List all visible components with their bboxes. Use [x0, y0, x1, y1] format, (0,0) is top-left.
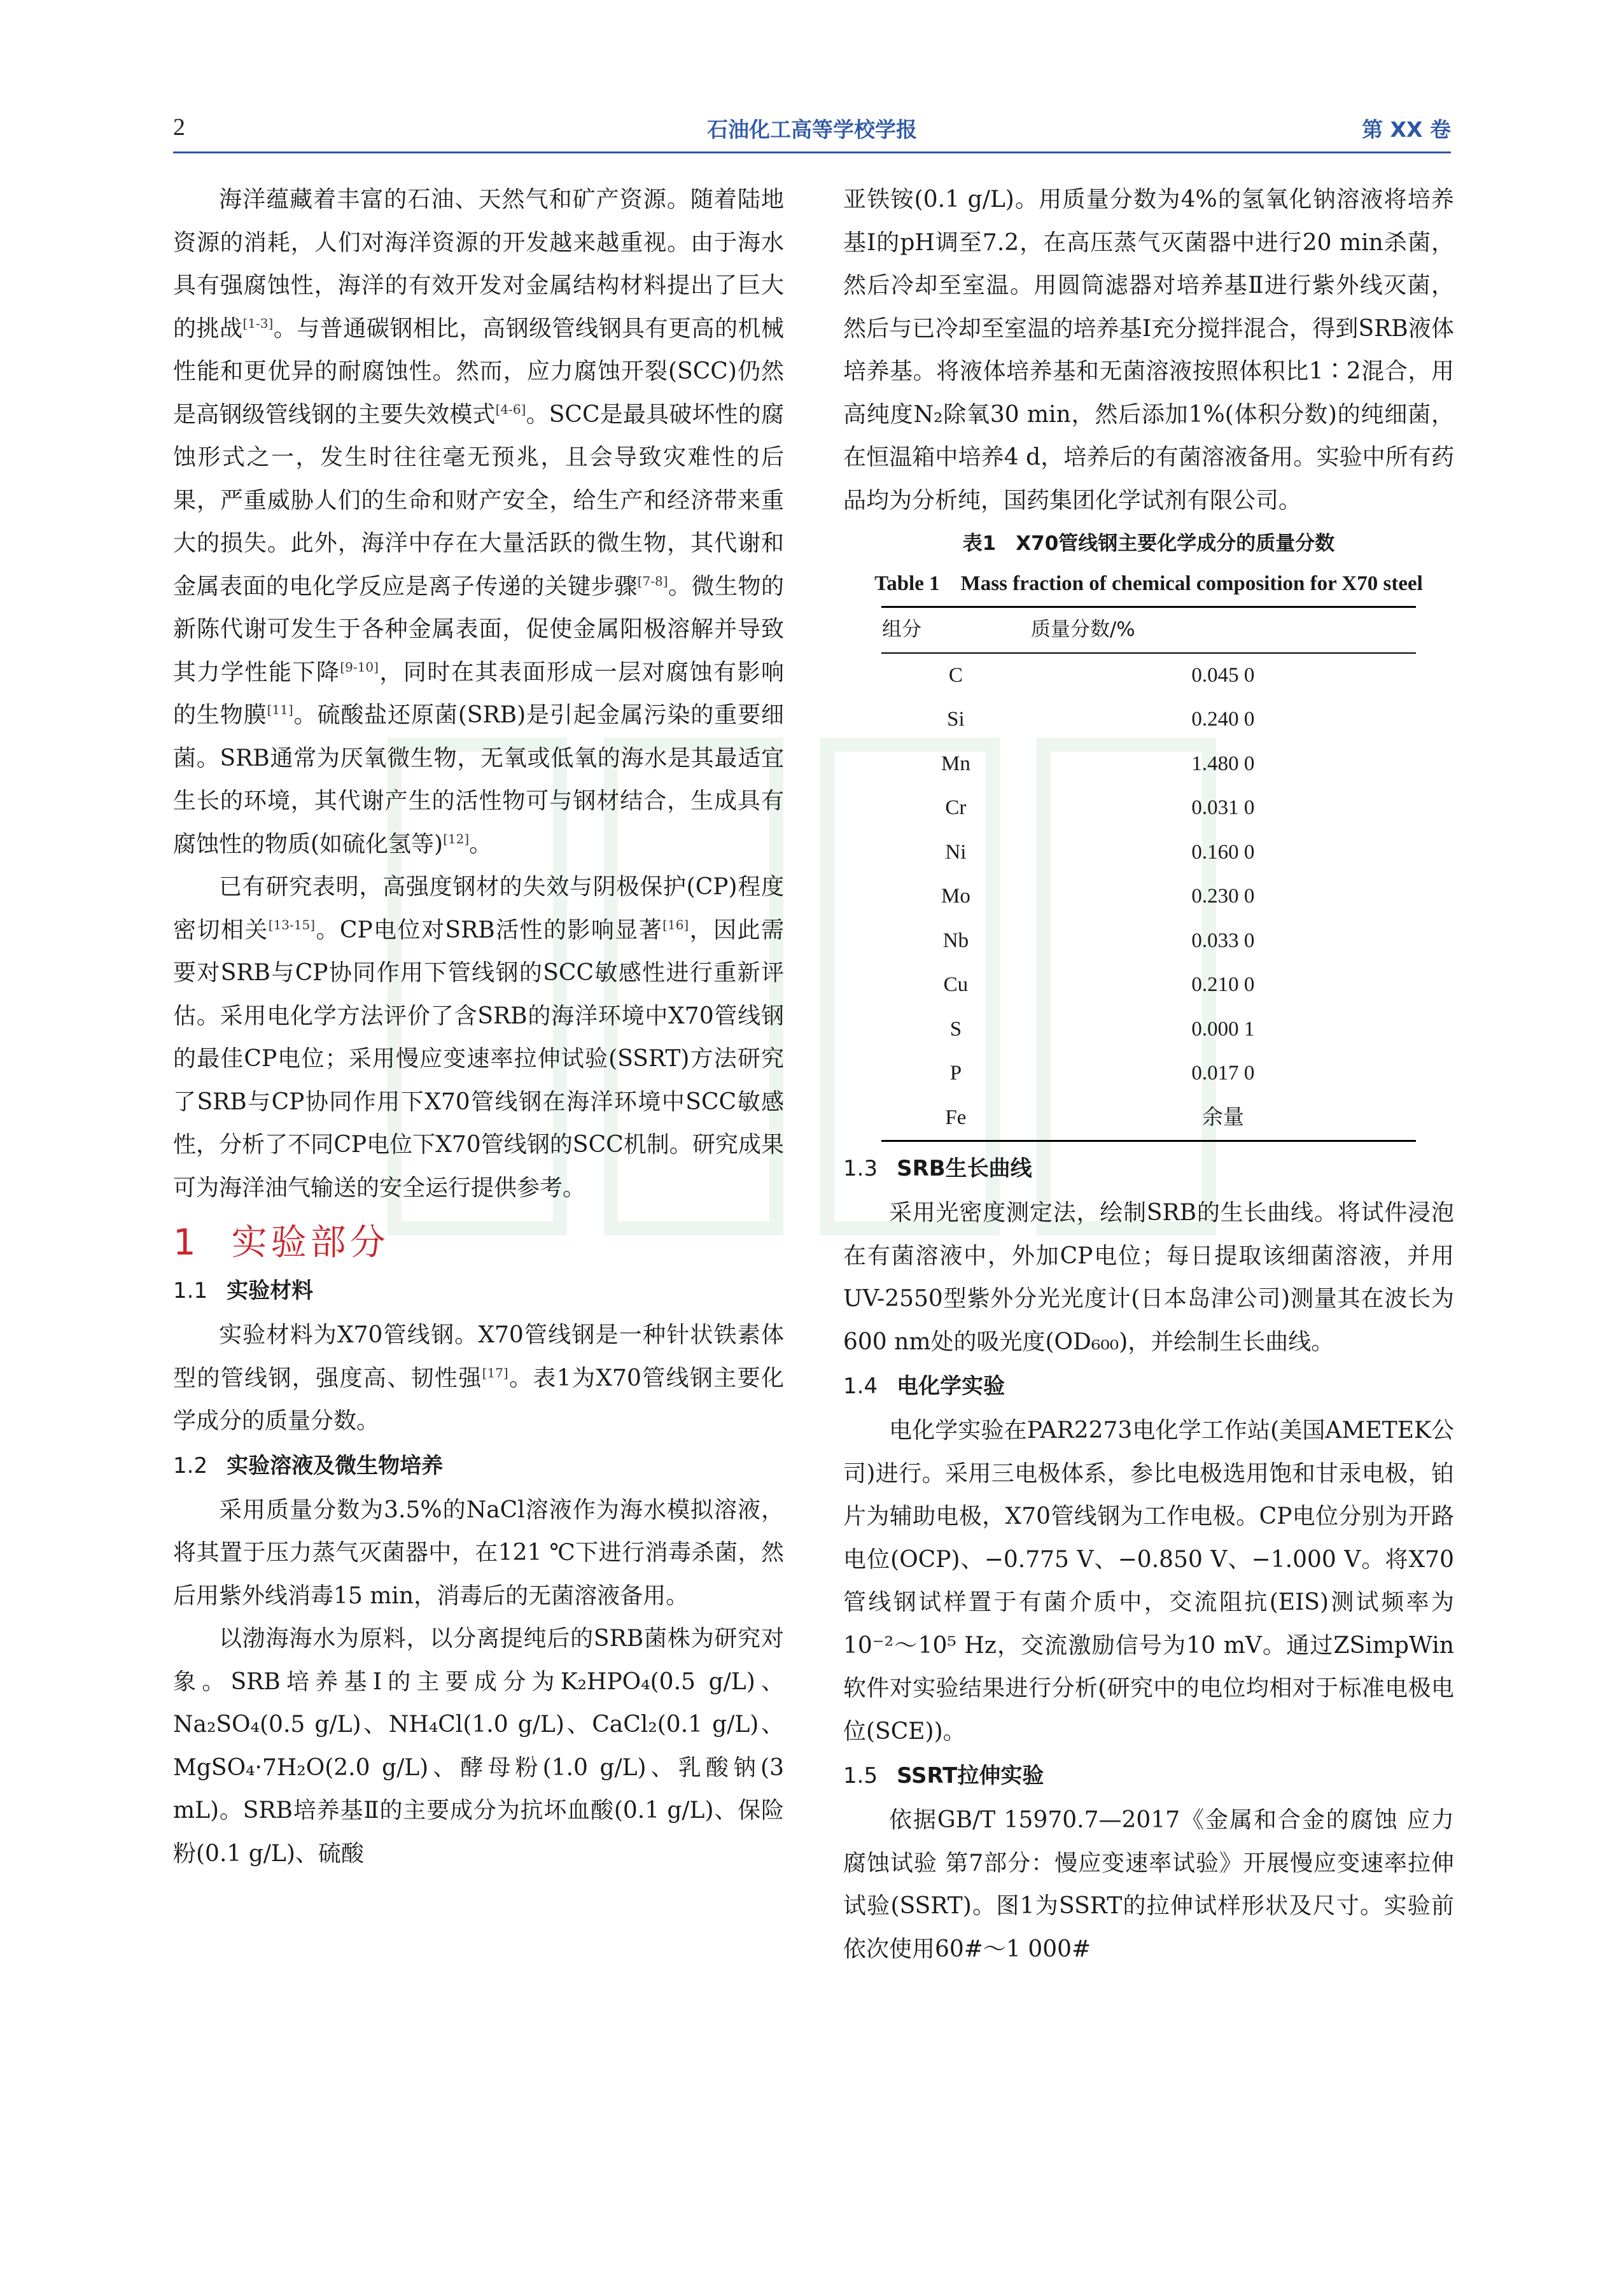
journal-title: 石油化工高等学校学报: [707, 117, 917, 142]
page-number: 2: [173, 114, 185, 141]
cell-value: 0.045 0: [1191, 663, 1255, 687]
table-row: [881, 1051, 1416, 1096]
section-1-5-heading: 1.5 SSRT拉伸实验: [843, 1763, 1044, 1789]
table-header-mass-fraction: 质量分数/%: [1030, 607, 1416, 653]
table-row: [881, 963, 1416, 1008]
cell-element: Si: [947, 708, 965, 731]
cell-element: Ni: [945, 840, 967, 864]
table-row: [881, 653, 1416, 698]
cell-value: 0.230 0: [1191, 885, 1255, 908]
cell-element: S: [949, 1017, 962, 1041]
table-1: [881, 606, 1416, 1142]
cell-value: 余量: [1030, 1096, 1416, 1141]
section-1-5-text: 依据GB/T 15970.7—2017《金属和合金的腐蚀 应力腐蚀试验 第7部分：慢应变速率试验》开展慢应变速率拉伸试验(SSRT)。图1为SSRT的拉伸试样形状及尺寸。实验前依次使用60#～1 000#: [843, 1807, 1454, 1962]
table-1-caption-cn: 表1 X70管线钢主要化学成分的质量分数: [962, 532, 1335, 555]
table-row: [881, 698, 1416, 742]
section-1-2-heading: 1.2 实验溶液及微生物培养: [173, 1452, 444, 1479]
cell-value: 0.240 0: [1191, 708, 1255, 731]
cell-value: 0.033 0: [1191, 929, 1255, 952]
cell-element: Mo: [941, 885, 970, 908]
section-1-3-text: 采用光密度测定法，绘制SRB的生长曲线。将试件浸泡在有菌溶液中，外加CP电位；每日提取该细菌溶液，并用UV-2550型紫外分光光度计(日本岛津公司)测量其在波长为600 nm处的吸光度(OD₆₀₀)，并绘制生长曲线。: [843, 1200, 1454, 1355]
cell-element: Cu: [943, 973, 969, 996]
left-column: [173, 178, 784, 1875]
table-header-component: 组分: [881, 607, 1030, 653]
table-row: [881, 1008, 1416, 1052]
intro-paragraph-2: 已有研究表明，高强度钢材的失效与阴极保护(CP)程度密切相关[13-15]。CP电位对SRB活性的影响显著[16]，因此需要对SRB与CP协同作用下管线钢的SCC敏感性进行重新评估。采用电化学方法评价了含SRB的海洋环境中X70管线钢的最佳CP电位；采用慢应变速率拉伸试验(SSRT)方法研究了SRB与CP协同作用下X70管线钢在海洋环境中SCC敏感性，分析了不同CP电位下X70管线钢的SCC机制。研究成果可为海洋油气输送的安全运行提供参考。: [173, 874, 784, 1201]
section-1-4-text: 电化学实验在PAR2273电化学工作站(美国AMETEK公司)进行。采用三电极体系，参比电极选用饱和甘汞电极，铂片为辅助电极，X70管线钢为工作电极。CP电位分别为开路电位(OCP)、−0.775 V、−0.850 V、−1.000 V。将X70管线钢试样置于有菌介质中，交流阻抗(EIS)测试频率为10⁻²～10⁵ Hz，交流激励信号为10 mV。通过ZSimpWin软件对实验结果进行分析(研究中的电位均相对于标准电极电位(SCE))。: [843, 1417, 1454, 1745]
cell-element: P: [949, 1062, 962, 1085]
section-1-4-heading: 1.4 电化学实验: [843, 1374, 1005, 1399]
cell-element: Cr: [945, 796, 967, 819]
header-rule: [173, 151, 1451, 153]
volume-label: 第 XX 卷: [1362, 117, 1451, 142]
cell-value: 0.000 1: [1191, 1017, 1255, 1041]
cell-element: Mn: [941, 752, 970, 775]
table-row: [881, 919, 1416, 964]
cell-value: 1.480 0: [1191, 752, 1255, 775]
section-1-1-heading: 1.1 实验材料: [173, 1278, 314, 1304]
right-column: [843, 178, 1454, 1971]
cell-element: Fe: [881, 1096, 1030, 1141]
table-header-row: [881, 607, 1416, 653]
table-row: [881, 786, 1416, 831]
section-1-2-paragraph-2-continued: 亚铁铵(0.1 g/L)。用质量分数为4%的氢氧化钠溶液将培养基Ⅰ的pH调至7.2，在高压蒸气灭菌器中进行20 min杀菌，然后冷却至室温。用圆筒滤器对培养基Ⅱ进行紫外线灭菌，然后与已冷却至室温的培养基Ⅰ充分搅拌混合，得到SRB液体培养基。将液体培养基和无菌溶液按照体积比1∶2混合，用高纯度N₂除氧30 min，然后添加1%(体积分数)的纯细菌，在恒温箱中培养4 d，培养后的有菌溶液备用。实验中所有药品均为分析纯，国药集团化学试剂有限公司。: [843, 186, 1454, 514]
section-1-2-paragraph-1: 采用质量分数为3.5%的NaCl溶液作为海水模拟溶液，将其置于压力蒸气灭菌器中，在121 ℃下进行消毒杀菌，然后用紫外线消毒15 min，消毒后的无菌溶液备用。: [173, 1496, 784, 1609]
cell-element: C: [948, 663, 963, 687]
cell-value: 0.031 0: [1191, 796, 1255, 819]
cell-value: 0.210 0: [1191, 973, 1255, 996]
section-1-2-paragraph-2: 以渤海海水为原料，以分离提纯后的SRB菌株为研究对象。SRB培养基Ⅰ的主要成分为K₂HPO₄(0.5 g/L)、Na₂SO₄(0.5 g/L)、NH₄Cl(1.0 g/L)、CaCl₂(0.1 g/L)、MgSO₄·7H₂O(2.0 g/L)、酵母粉(1.0 g/L)、乳酸钠(3 mL)。SRB培养基Ⅱ的主要成分为抗坏血酸(0.1 g/L)、保险粉(0.1 g/L)、硫酸: [173, 1626, 784, 1867]
table-1-caption-en: Table 1 Mass fraction of chemical composition for X70 steel: [874, 572, 1423, 595]
section-1-3-heading: 1.3 SRB生长曲线: [843, 1156, 1032, 1181]
cell-element: Nb: [942, 929, 969, 952]
section-1-heading: 1 实验部分: [173, 1222, 389, 1263]
intro-paragraph-1: 海洋蕴藏着丰富的石油、天然气和矿产资源。随着陆地资源的消耗，人们对海洋资源的开发越来越重视。由于海水具有强腐蚀性，海洋的有效开发对金属结构材料提出了巨大的挑战[1-3]。与普通碳钢相比，高钢级管线钢具有更高的机械性能和更优异的耐腐蚀性。然而，应力腐蚀开裂(SCC)仍然是高钢级管线钢的主要失效模式[4-6]。SCC是最具破坏性的腐蚀形式之一，发生时往往毫无预兆，且会导致灾难性的后果，严重威胁人们的生命和财产安全，给生产和经济带来重大的损失。此外，海洋中存在大量活跃的微生物，其代谢和金属表面的电化学反应是离子传递的关键步骤[7-8]。微生物的新陈代谢可发生于各种金属表面，促使金属阳极溶解并导致其力学性能下降[9-10]，同时在其表面形成一层对腐蚀有影响的生物膜[11]。硫酸盐还原菌(SRB)是引起金属污染的重要细菌。SRB通常为厌氧微生物，无氧或低氧的海水是其最适宜生长的环境，其代谢产生的活性物可与钢材结合，生成具有腐蚀性的物质(如硫化氢等)[12]。: [173, 186, 784, 857]
section-1-1-text: 实验材料为X70管线钢。X70管线钢是一种针状铁素体型的管线钢，强度高、韧性强[17]。表1为X70管线钢主要化学成分的质量分数。: [173, 1322, 784, 1434]
cell-value: 0.160 0: [1191, 840, 1255, 864]
table-row: [881, 831, 1416, 875]
table-row: [881, 1096, 1416, 1141]
cell-value: 0.017 0: [1191, 1062, 1255, 1085]
table-row: [881, 742, 1416, 787]
table-row: [881, 875, 1416, 919]
page-header: [173, 113, 1451, 149]
